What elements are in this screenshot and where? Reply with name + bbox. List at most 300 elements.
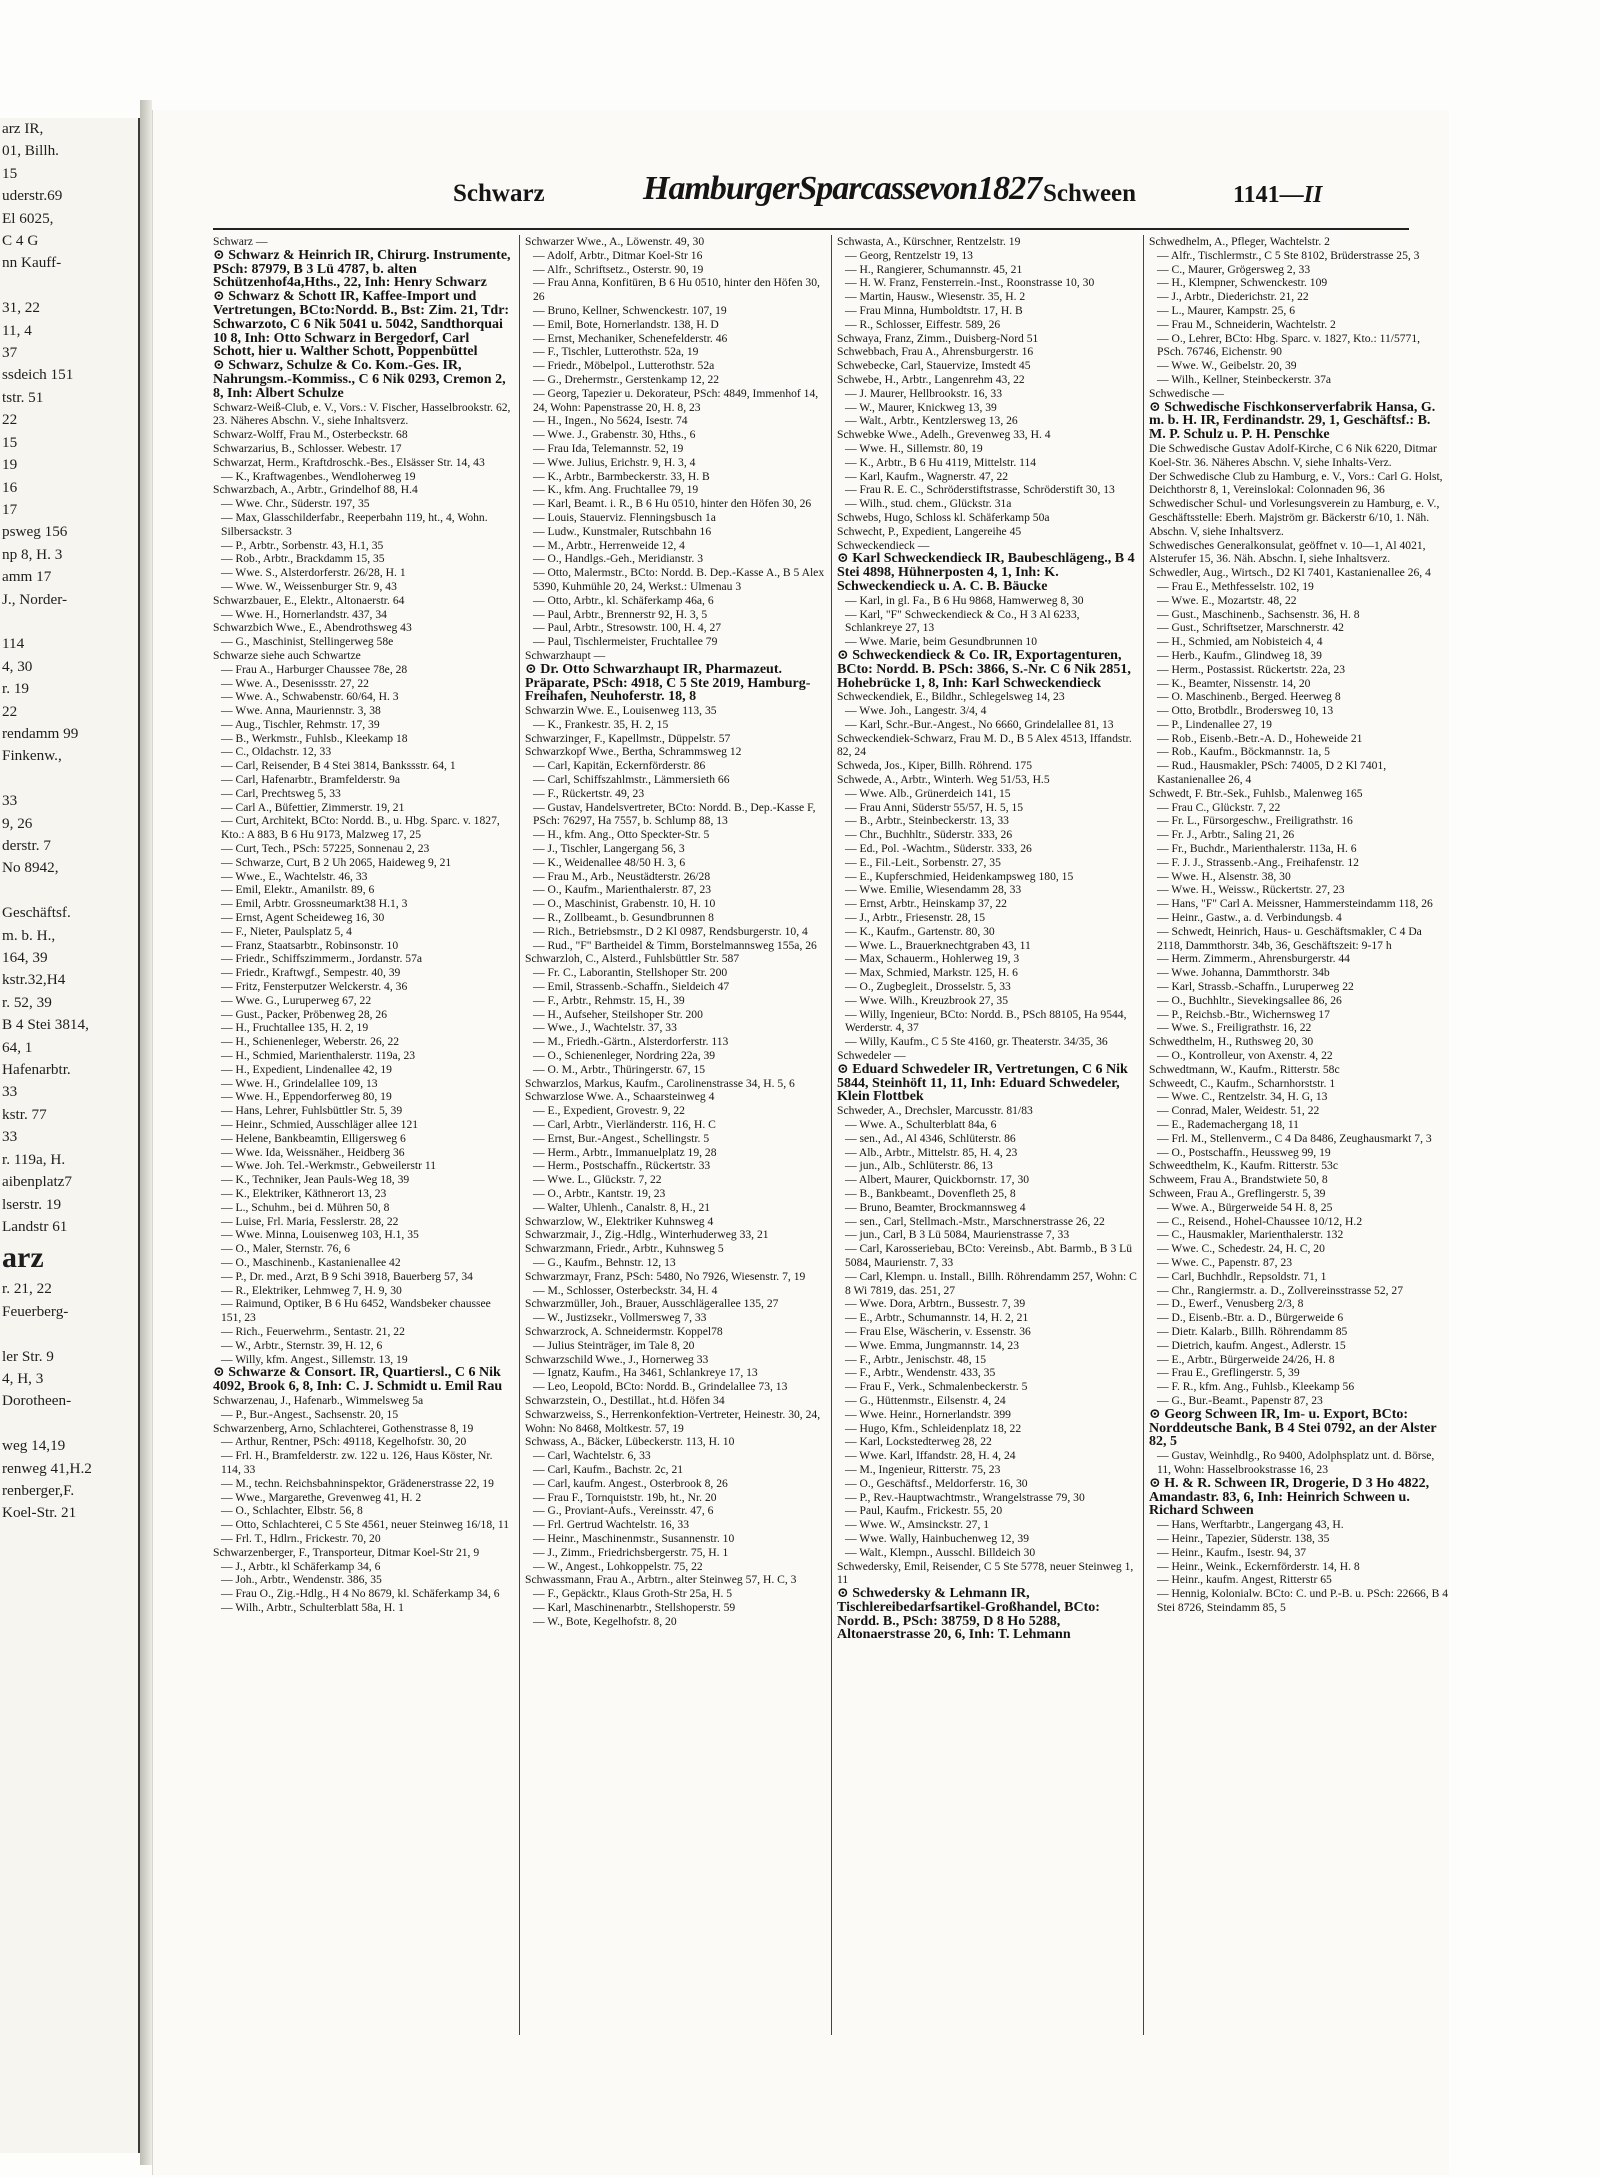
directory-entry: — Carl, Prechtsweg 5, 33: [221, 786, 341, 800]
directory-entry: — K., Weidenallee 48/50 H. 3, 6: [533, 855, 686, 869]
directory-entry: — Frau Anna, Konfitüren, B 6 Hu 0510, hinter den Höfen 30, 26: [533, 276, 820, 304]
directory-entry: Schwarzbich Wwe., E., Abendrothsweg 43: [213, 621, 412, 635]
directory-entry: Schwarz-Wolff, Frau M., Osterbeckstr. 68: [213, 428, 408, 442]
directory-entry: — F., Tischler, Lutterothstr. 52a, 19: [533, 345, 699, 359]
directory-entry: — J., Arbtr., kl Schäferkamp 34, 6: [221, 1559, 381, 1573]
directory-entry: — G., Proviant-Aufs., Vereinsstr. 47, 6: [533, 1504, 714, 1518]
directory-entry: — F., Arbtr., Jenischstr. 48, 15: [845, 1352, 987, 1366]
directory-entry: — O. M., Arbtr., Thüringerstr. 67, 15: [533, 1062, 706, 1076]
directory-entry: — Alfr., Tischlermstr., C 5 Ste 8102, Brüderstrasse 25, 3: [1157, 248, 1420, 262]
directory-entry: — Wwe. H., Grindelallee 109, 13: [221, 1076, 378, 1090]
directory-entry: Schwede, A., Arbtr., Winterh. Weg 51/53, H.5: [837, 773, 1050, 787]
directory-entry: — Wwe. L., Brauerknechtgraben 43, 11: [845, 938, 1031, 952]
directory-entry: — Ed., Pol. -Wachtm., Süderstr. 333, 26: [845, 842, 1032, 856]
directory-entry: — K., Beamter, Nissenstr. 14, 20: [1157, 676, 1311, 690]
directory-entry: ⊙ Eduard Schwedeler IR, Vertretungen, C 6 Nik 5844, Steinhöft 11, 11, Inh: Eduard Schwedeler, Klein Flottbek: [837, 1061, 1128, 1105]
directory-entry: — Carl, Kaufm., Bachstr. 2c, 21: [533, 1462, 684, 1476]
directory-entry: — H., Rangierer, Schumannstr. 45, 21: [845, 262, 1023, 276]
directory-entry: — W., Justizsekr., Vollmersweg 7, 33: [533, 1311, 707, 1325]
directory-entry: — Rud., "F" Bartheidel & Timm, Borstelmannsweg 155a, 26: [533, 938, 817, 952]
left-page-line: m. b. H.,: [2, 926, 56, 944]
directory-entry: — Frau A., Harburger Chaussee 78e, 28: [221, 662, 408, 676]
left-page-line: np 8, H. 3: [2, 545, 63, 563]
directory-entry: — Curt, Tech., PSch: 57225, Sonnenau 2, 23: [221, 842, 430, 856]
left-page-line: [0, 1413, 138, 1435]
left-page-line: 16: [2, 478, 18, 496]
directory-entry: — Otto, Brotbdlr., Brodersweg 10, 13: [1157, 704, 1334, 718]
left-page-line: 4, 30: [2, 657, 33, 675]
directory-entry: — Bruno, Beamter, Brockmannsweg 4: [845, 1200, 1026, 1214]
directory-entry: Schwedler, Aug., Wirtsch., D2 Kl 7401, Kastanienallee 26, 4: [1149, 566, 1431, 580]
directory-entry: — L., Schuhm., bei d. Mühren 50, 8: [221, 1200, 390, 1214]
directory-entry: — Herm., Arbtr., Immanuelplatz 19, 28: [533, 1145, 717, 1159]
directory-entry: — Hans, Werftarbtr., Langergang 43, H.: [1157, 1518, 1344, 1532]
directory-entry: Schwedische —: [1149, 386, 1225, 400]
directory-entry: — Wwe. Julius, Erichstr. 9, H. 3, 4: [533, 455, 696, 469]
directory-entry: — B., Arbtr., Steinbeckerstr. 13, 33: [845, 814, 1009, 828]
directory-entry: — Wwe. W., Amsinckstr. 27, 1: [845, 1518, 990, 1532]
directory-entry: — K., Techniker, Jean Pauls-Weg 18, 39: [221, 1173, 410, 1187]
directory-entry: Schweckendiek, E., Bildhr., Schlegelsweg 14, 23: [837, 690, 1065, 704]
directory-entry: — O., Maschinist, Grabenstr. 10, H. 10: [533, 897, 716, 911]
directory-entry: Schwarzmayr, Franz, PSch: 5480, No 7926, Wiesenstr. 7, 19: [525, 1269, 806, 1283]
directory-entry: — Max, Glasschilderfabr., Reeperbahn 119, ht., 4, Wohn. Silbersackstr. 3: [221, 510, 488, 538]
directory-entry: Schwarzloh, C., Alsterd., Fuhlsbüttler Str. 587: [525, 952, 740, 966]
directory-entry: — Franz, Staatsarbtr., Robinsonstr. 10: [221, 938, 399, 952]
directory-entry: — O., Kaufm., Marienthalerstr. 87, 23: [533, 883, 712, 897]
directory-entry: — Hans, "F" Carl A. Meissner, Hammersteindamm 118, 26: [1157, 897, 1433, 911]
directory-entry: — Wwe. Ida, Weissnäher., Heidberg 36: [221, 1145, 405, 1159]
left-page-line: lserstr. 19: [2, 1195, 62, 1213]
directory-entry: — W., Arbtr., Sternstr. 39, H. 12, 6: [221, 1338, 383, 1352]
directory-entry: Schwarzenberg, Arno, Schlachterei, Gothenstrasse 8, 19: [213, 1421, 474, 1435]
directory-entry: — Carl, Reisender, B 4 Stei 3814, Bankssstr. 64, 1: [221, 759, 456, 773]
directory-entry: — Carl, Karosseriebau, BCto: Vereinsb., Abt. Barmb., B 3 Lü 5084, Maurienstr. 7, 33: [845, 1242, 1133, 1269]
directory-entry: — Karl, Strassb.-Schaffn., Luruperweg 22: [1157, 980, 1354, 994]
directory-entry: — O., Geschäftsf., Meldorferstr. 16, 30: [845, 1476, 1028, 1490]
page-number: 1141—II: [1233, 182, 1323, 208]
directory-entry: — Georg, Tapezier u. Dekorateur, PSch: 4849, Immenhof 14, 24, Wohn: Papenstrasse 20, H. 8, 23: [533, 386, 819, 414]
directory-entry: Schwarzmüller, Joh., Brauer, Ausschlägerallee 135, 27: [525, 1297, 779, 1311]
left-page-line: 22: [2, 411, 18, 429]
directory-entry: — M., Schlosser, Osterbeckstr. 34, H. 4: [533, 1283, 718, 1297]
directory-entry: Schwarzlow, W., Elektriker Kuhnsweg 4: [525, 1214, 714, 1228]
column-4: [1149, 235, 1449, 2035]
directory-entry: — H., Schienenleger, Weberstr. 26, 22: [221, 1035, 400, 1049]
left-page-line: [0, 1323, 138, 1345]
directory-entry: — Herm., Postschaffn., Rückertstr. 33: [533, 1159, 711, 1173]
directory-entry: — Julius Steinträger, im Tale 8, 20: [533, 1338, 695, 1352]
directory-entry: ⊙ Schwarze & Consort. IR, Quartiersl., C 6 Nik 4092, Brook 6, 8, Inh: C. J. Schmidt u. Emil Rau: [213, 1365, 503, 1395]
left-page-line: kstr. 77: [2, 1105, 47, 1123]
directory-entry: — O., Kontrolleur, von Axenstr. 4, 22: [1157, 1049, 1333, 1063]
left-page-line: 19: [2, 456, 18, 474]
directory-entry: — M., Arbtr., Herrenweide 12, 4: [533, 538, 685, 552]
directory-entry: Schwarzin Wwe. E., Louisenweg 113, 35: [525, 704, 717, 718]
directory-entry: — Albert, Maurer, Quickbornstr. 17, 30: [845, 1173, 1030, 1187]
directory-entry: — Hugo, Kfm., Schleidenplatz 18, 22: [845, 1421, 1022, 1435]
directory-entry: — Herb., Kaufm., Glindweg 18, 39: [1157, 648, 1322, 662]
directory-entry: — F., Nieter, Paulsplatz 5, 4: [221, 924, 352, 938]
directory-entry: — Karl, in gl. Fa., B 6 Hu 9868, Hamwerweg 8, 30: [845, 593, 1084, 607]
directory-entry: — Wwe. S., Alsterdorferstr. 26/28, H. 1: [221, 566, 406, 580]
directory-entry: — M., techn. Reichsbahninspektor, Grädenerstrasse 22, 19: [221, 1476, 494, 1490]
directory-entry: Schwebs, Hugo, Schloss kl. Schäferkamp 50a: [837, 510, 1050, 524]
directory-entry: — K., Elektriker, Käthnerort 13, 23: [221, 1186, 387, 1200]
directory-entry: — Martin, Hausw., Wiesenstr. 35, H. 2: [845, 290, 1026, 304]
directory-entry: — P., Bur.-Angest., Sachsenstr. 20, 15: [221, 1407, 399, 1421]
left-page-line: aibenplatz7: [2, 1173, 72, 1191]
directory-entry: — Wwe. E., Mozartstr. 48, 22: [1157, 593, 1297, 607]
directory-entry: — Chr., Buchhltr., Süderstr. 333, 26: [845, 828, 1013, 842]
directory-entry: — Ludw., Kunstmaler, Rutschbahn 16: [533, 524, 712, 538]
directory-entry: — Wwe. Wally, Hainbuchenweg 12, 39: [845, 1531, 1029, 1545]
directory-entry: — O., Maler, Sternstr. 76, 6: [221, 1242, 350, 1256]
directory-entry: — H. W. Franz, Fensterrein.-Inst., Roonstrasse 10, 30: [845, 276, 1095, 290]
directory-entry: — Frau M., Schneiderin, Wachtelstr. 2: [1157, 317, 1336, 331]
directory-entry: — Wwe. H., Hornerlandstr. 437, 34: [221, 607, 387, 621]
directory-entry: — Wwe. A., Bürgerweide 54 H. 8, 25: [1157, 1200, 1333, 1214]
directory-entry: ⊙ Georg Schween IR, Im- u. Export, BCto: Norddeutsche Bank, B 4 Stei 0792, an der Alster 82, 5: [1149, 1406, 1437, 1450]
directory-entry: — C., Maurer, Grögersweg 2, 33: [1157, 262, 1311, 276]
left-page-line: weg 14,19: [2, 1437, 66, 1455]
left-page-line: Finkenw.,: [2, 747, 62, 765]
directory-entry: Schwarzat, Herm., Kraftdroschk.-Bes., Elsässer Str. 14, 43: [213, 455, 485, 469]
directory-entry: — O., Buchhltr., Sievekingsallee 86, 26: [1157, 993, 1342, 1007]
directory-entry: Schwassmann, Frau A., Arbtrn., alter Steinweg 57, H. C, 3: [525, 1573, 797, 1587]
directory-entry: — Wwe. H., Sillemstr. 80, 19: [845, 441, 983, 455]
directory-entry: — Rob., Arbtr., Brackdamm 15, 35: [221, 552, 385, 566]
directory-entry: — H., Fruchtallee 135, H. 2, 19: [221, 1021, 369, 1035]
directory-entry: — B., Bankbeamt., Dovenfleth 25, 8: [845, 1186, 1016, 1200]
left-page-line: rendamm 99: [2, 724, 79, 742]
left-page-line: r. 119a, H.: [2, 1150, 66, 1168]
directory-entry: — F., Rückertstr. 49, 23: [533, 786, 645, 800]
directory-entry: — F., Gepäcktr., Klaus Groth-Str 25a, H. 5: [533, 1587, 733, 1601]
directory-entry: — H., Klempner, Schwenckestr. 109: [1157, 276, 1328, 290]
directory-entry: — Carl, Schiffszahlmstr., Lämmersieth 66: [533, 773, 730, 787]
column-1: [213, 235, 513, 2035]
directory-entry: — Wwe. Anna, Mauriennstr. 3, 38: [221, 704, 381, 718]
directory-entry: — Otto, Arbtr., kl. Schäferkamp 46a, 6: [533, 593, 714, 607]
directory-entry: — Walt., Klempn., Ausschl. Billdeich 30: [845, 1545, 1036, 1559]
directory-entry: Schwarzer Wwe., A., Löwenstr. 49, 30: [525, 235, 705, 248]
directory-entry: Schwarzkopf Wwe., Bertha, Schrammsweg 12: [525, 745, 742, 759]
directory-entry: — Ignatz, Kaufm., Ha 3461, Schlankreye 17, 13: [533, 1366, 758, 1380]
directory-entry: — Rich., Feuerwehrm., Sentastr. 21, 22: [221, 1324, 405, 1338]
left-page-line: uderstr.69: [2, 187, 63, 205]
directory-entry: — Fr. J., Arbtr., Saling 21, 26: [1157, 828, 1295, 842]
left-page-line: r. 52, 39: [2, 993, 52, 1011]
directory-entry: — Wilh., stud. chem., Glückstr. 31a: [845, 497, 1012, 511]
left-page-line: 15: [2, 433, 18, 451]
directory-entry: — Friedr., Schiffszimmerm., Jordanstr. 57a: [221, 952, 423, 966]
directory-entry: — Karl, "F" Schweckendieck & Co., H 3 Al 6233, Schlankreye 27, 13: [845, 607, 1080, 635]
directory-entry: — R., Zollbeamt., b. Gesundbrunnen 8: [533, 911, 714, 925]
directory-entry: — Karl, Kaufm., Wagnerstr. 47, 22: [845, 469, 1009, 483]
directory-entry: — K., Kraftwagenbes., Wendloherweg 19: [221, 469, 416, 483]
directory-entry: — P., Arbtr., Sorbenstr. 43, H.1, 35: [221, 538, 384, 552]
directory-entry: — Gust., Packer, Pröbenweg 28, 26: [221, 1007, 388, 1021]
directory-entry: — Heinr., Gastw., a. d. Verbindungsb. 4: [1157, 911, 1342, 925]
left-page-line: 33: [2, 1083, 18, 1101]
directory-entry: — Heinr., Maschinenmstr., Susannenstr. 10: [533, 1531, 735, 1545]
directory-entry: — H., Aufseher, Steilshoper Str. 200: [533, 1007, 703, 1021]
directory-entry: — sen., Carl, Stellmach.-Mstr., Marschnerstrasse 26, 22: [845, 1214, 1105, 1228]
directory-entry: Schween, Frau A., Greflingerstr. 5, 39: [1149, 1186, 1326, 1200]
directory-entry: — Paul, Tischlermeister, Fruchtallee 79: [533, 635, 718, 649]
directory-entry: ⊙ Schwarz & Schott IR, Kaffee-Import und Vertretungen, BCto:Nordd. B., Bst: Zim. 21, Tdr: Schwarzoto, C 6 Nik 5041 u. 5042, Sandthorquai 10 8, Inh: Otto Schwarz in Bergedorf, Carl Schott, hier u. Walther Schott, Poppenbüttel: [213, 289, 510, 360]
directory-entry: — Frl. T., Hdlrn., Frickestr. 70, 20: [221, 1531, 381, 1545]
directory-entry: Schwarzbach, A., Arbtr., Grindelhof 88, H.4: [213, 483, 418, 497]
left-page-line: 15: [2, 164, 18, 182]
header-right-keyword: Schween: [1043, 180, 1137, 207]
directory-entry: — Carl, Hafenarbtr., Bramfelderstr. 9a: [221, 773, 400, 787]
directory-entry: ⊙ Schwarz & Heinrich IR, Chirurg. Instrumente, PSch: 87979, B 3 Lü 4787, b. alten Schützenhof4a,Hths., 22, Inh: Henry Schwarz: [213, 247, 511, 291]
directory-entry: — H., kfm. Ang., Otto Speckter-Str. 5: [533, 828, 710, 842]
directory-entry: — Frau Else, Wäscherin, v. Essenstr. 36: [845, 1324, 1031, 1338]
directory-entry: — Alfr., Schriftsetz., Osterstr. 90, 19: [533, 262, 704, 276]
directory-entry: — Leo, Leopold, BCto: Nordd. B., Grindelallee 73, 13: [533, 1380, 788, 1394]
directory-entry: — Joh., Arbtr., Wendenstr. 386, 35: [221, 1573, 382, 1587]
directory-entry: Schwarzlose Wwe. A., Schaarsteinweg 4: [525, 1090, 715, 1104]
directory-entry: — K., Arbtr., Barmbeckerstr. 33, H. B: [533, 469, 710, 483]
left-page-line: 64, 1: [2, 1038, 33, 1056]
directory-entry: — Wwe. Emilie, Wiesendamm 28, 33: [845, 883, 1022, 897]
directory-entry: — G., Hüttenmstr., Eilsenstr. 4, 24: [845, 1393, 1006, 1407]
directory-entry: — Chr., Rangiermstr. a. D., Zollvereinsstrasse 52, 27: [1157, 1283, 1404, 1297]
directory-entry: — Emil, Arbtr. Grossneumarkt38 H.1, 3: [221, 897, 408, 911]
directory-entry: — Karl, Maschinenarbtr., Stellshoperstr. 59: [533, 1600, 736, 1614]
directory-entry: — Frau F., Tornquiststr. 19b, ht., Nr. 20: [533, 1490, 717, 1504]
directory-entry: — G., Bur.-Beamt., Papenstr 87, 23: [1157, 1393, 1323, 1407]
directory-entry: — Frau O., Zig.-Hdlg., H 4 No 8679, kl. Schäferkamp 34, 6: [221, 1587, 500, 1601]
directory-entry: — Wwe. W., Weissenburger Str. 9, 43: [221, 579, 397, 593]
directory-entry: — Frau E., Methfesselstr. 102, 19: [1157, 579, 1314, 593]
left-page-line: psweg 156: [2, 523, 68, 541]
left-page-line: [0, 275, 138, 297]
directory-entry: ⊙ Schweckendieck & Co. IR, Exportagenturen, BCto: Nordd. B. PSch: 3866, S.-Nr. C 6 Nik 2851, Hohebrücke 1, 8, Inh: Karl Schweckendieck: [837, 647, 1131, 691]
directory-entry: — Wwe. A., Schulterblatt 84a, 6: [845, 1118, 997, 1131]
left-page-line: 01, Billh.: [2, 142, 59, 160]
directory-entry: Schwecht, P., Expedient, Langereihe 45: [837, 524, 1022, 538]
directory-entry: Schwasta, A., Kürschner, Rentzelstr. 19: [837, 235, 1021, 248]
column-divider: [519, 235, 520, 2035]
directory-entry: ⊙ Schwarz, Schulze & Co. Kom.-Ges. IR, Nahrungsm.-Kommiss., C 6 Nik 0293, Cremon 2, 8, Inh: Albert Schulze: [213, 358, 506, 401]
directory-entry: — Emil, Strassenb.-Schaffn., Sieldeich 47: [533, 980, 730, 994]
directory-entry: — Frau M., Arb., Neustädterstr. 26/28: [533, 869, 711, 883]
directory-entry: — Rob., Kaufm., Böckmannstr. 1a, 5: [1157, 745, 1330, 759]
directory-entry: — R., Elektriker, Lehmweg 7, H. 9, 30: [221, 1283, 402, 1297]
directory-entry: — Paul, Kaufm., Frickestr. 55, 20: [845, 1504, 1003, 1518]
directory-entry: — H., Schmied, Marienthalerstr. 119a, 23: [221, 1049, 416, 1063]
directory-entry: — Rud., Hausmakler, PSch: 74005, D 2 Kl 7401, Kastanienallee 26, 4: [1157, 759, 1387, 787]
directory-entry: — Otto, Schlachterei, C 5 Ste 4561, neuer Steinweg 16/18, 11: [221, 1518, 510, 1532]
left-page-line: Landstr 61: [2, 1217, 68, 1235]
directory-entry: — Wwe. Dora, Arbtrn., Bussestr. 7, 39: [845, 1297, 1026, 1311]
directory-entry: — Helene, Bankbeamtin, Elligersweg 6: [221, 1131, 406, 1145]
directory-entry: — Wwe. Emma, Jungmannstr. 14, 23: [845, 1338, 1019, 1352]
directory-entry: — Willy, kfm. Angest., Sillemstr. 13, 19: [221, 1352, 408, 1366]
directory-entry: Schwedtmann, W., Kaufm., Ritterstr. 58c: [1149, 1062, 1340, 1076]
directory-entry: — E., Rademachergang 18, 11: [1157, 1118, 1299, 1131]
directory-entry: — C., Oldachstr. 12, 33: [221, 745, 332, 759]
directory-entry: Schwarzenau, J., Hafenarb., Wimmelsweg 5a: [213, 1393, 424, 1407]
directory-entry: — Wwe. H., Eppendorferweg 80, 19: [221, 1090, 392, 1104]
directory-entry: — Wilh., Arbtr., Schulterblatt 58a, H. 1: [221, 1600, 404, 1614]
directory-entry: — P., Reichsb.-Btr., Wichernsweg 17: [1157, 1007, 1330, 1021]
column-divider: [1143, 235, 1144, 2035]
left-page-line: amm 17: [2, 568, 52, 586]
directory-entry: — E., Fil.-Leit., Sorbenstr. 27, 35: [845, 855, 1001, 869]
left-page-line: 9, 26: [2, 814, 33, 832]
directory-entry: — Wwe. Joh., Langestr. 3/4, 4: [845, 704, 987, 718]
directory-entry: Schwarzbauer, E., Elektr., Altonaerstr. 64: [213, 593, 405, 607]
directory-entry: — Carl, kaufm. Angest., Osterbrook 8, 26: [533, 1476, 728, 1490]
directory-entry: — K., Kaufm., Gartenstr. 80, 30: [845, 924, 995, 938]
directory-entry: — Wwe. Minna, Louisenweg 103, H.1, 35: [221, 1228, 419, 1242]
directory-entry: — Heinr., Weink., Eckernförderstr. 14, H. 8: [1157, 1559, 1360, 1573]
directory-entry: — Frau Anni, Süderstr 55/57, H. 5, 15: [845, 800, 1024, 814]
directory-entry: — J. Maurer, Hellbrookstr. 16, 33: [845, 386, 1002, 400]
directory-entry: Schwedersky, Emil, Reisender, C 5 Ste 5778, neuer Steinweg 1, 11: [837, 1559, 1134, 1587]
directory-entry: Schwedthelm, H., Ruthsweg 20, 30: [1149, 1035, 1314, 1049]
directory-entry: — Heinr., Tapezier, Süderstr. 138, 35: [1157, 1531, 1330, 1545]
directory-entry: Schwedhelm, A., Pfleger, Wachtelstr. 2: [1149, 235, 1330, 248]
directory-entry: — F. J. J., Strassenb.-Ang., Freihafenstr. 12: [1157, 855, 1359, 869]
directory-entry: Schwarz —: [213, 235, 268, 248]
directory-entry: Schweem, Frau A., Brandstwiete 50, 8: [1149, 1173, 1328, 1187]
directory-entry: — B., Werkmstr., Fuhlsb., Kleekamp 18: [221, 731, 408, 745]
directory-entry: — Karl, Schr.-Bur.-Angest., No 6660, Grindelallee 81, 13: [845, 717, 1114, 731]
left-page-line: kstr.32,H4: [2, 971, 66, 989]
left-page-line: 4, H, 3: [2, 1369, 44, 1387]
column-divider: [831, 235, 832, 2035]
directory-entry: ⊙ Schwedersky & Lehmann IR, Tischlereibedarfsartikel-Großhandel, BCto: Nordd. B., PSch: 38759, D 8 Ho 5288, Altonaerstrasse 20, 6, Inh: T. Lehmann: [837, 1586, 1100, 1643]
left-page-line: Hafenarbtr.: [2, 1061, 71, 1079]
directory-entry: — Alb., Arbtr., Mittelstr. 85, H. 4, 23: [845, 1145, 1018, 1159]
directory-entry: — Frau E., Greflingerstr. 5, 39: [1157, 1366, 1300, 1380]
directory-entry: Schwass, A., Bäcker, Lübeckerstr. 113, H. 10: [525, 1435, 735, 1449]
directory-entry: — Gustav, Handelsvertreter, BCto: Nordd. B., Dep.-Kasse F, PSch: 76297, Ha 7557, b. Schlump 88, 13: [533, 800, 816, 828]
directory-entry: — O., Handlgs.-Geh., Meridianstr. 3: [533, 552, 704, 566]
directory-entry: Schwebe, H., Arbtr., Langenrehm 43, 22: [837, 372, 1025, 386]
directory-entry: — Fritz, Fensterputzer Welckerstr. 4, 36: [221, 980, 408, 994]
directory-entry: — jun., Carl, B 3 Lü 5084, Maurienstrasse 7, 33: [845, 1228, 1070, 1242]
directory-entry: — Wwe. S., Freiligrathstr. 16, 22: [1157, 1021, 1312, 1035]
directory-entry: — Wwe. H., Alsenstr. 38, 30: [1157, 869, 1291, 883]
left-page-line: renberger,F.: [2, 1481, 75, 1499]
directory-entry: — G., Maschinist, Stellingerweg 58e: [221, 635, 394, 649]
directory-entry: — Karl, Lockstedterweg 28, 22: [845, 1435, 992, 1449]
directory-entry: — Raimund, Optiker, B 6 Hu 6452, Wandsbeker chaussee 151, 23: [221, 1297, 491, 1325]
left-page-line: 31, 22: [2, 299, 40, 317]
left-page-line: 17: [2, 500, 18, 518]
directory-entry: — Friedr., Möbelpol., Lutterothstr. 52a: [533, 359, 715, 373]
directory-entry: — C., Reisend., Hohel-Chaussee 10/12, H.2: [1157, 1214, 1363, 1228]
directory-entry: — O., Zugbegleit., Drosselstr. 5, 33: [845, 980, 1011, 994]
directory-entry: — Wwe. C., Papenstr. 87, 23: [1157, 1255, 1293, 1269]
directory-entry: — O. Maschinenb., Berged. Heerweg 8: [1157, 690, 1341, 704]
directory-entry: — Gust., Maschinenb., Sachsenstr. 36, H. 8: [1157, 607, 1360, 621]
directory-entry: — Max, Schmied, Markstr. 125, H. 6: [845, 966, 1018, 980]
directory-entry: — Hans, Lehrer, Fuhlsbüttler Str. 5, 39: [221, 1104, 403, 1118]
directory-entry: — O., Schlachter, Elbstr. 56, 8: [221, 1504, 363, 1518]
directory-entry: — Carl, Kapitän, Eckernförderstr. 86: [533, 759, 706, 773]
left-page-line: 33: [2, 1128, 18, 1146]
directory-entry: — Dietrich, kaufm. Angest., Adlerstr. 15: [1157, 1338, 1346, 1352]
directory-entry: — Herm. Zimmerm., Ahrensburgerstr. 44: [1157, 952, 1350, 966]
left-page-fragment: [0, 118, 140, 2153]
left-page-line: [0, 768, 138, 790]
directory-entry: Die Schwedische Gustav Adolf-Kirche, C 6 Nik 6220, Ditmar Koel-Str. 36. Näheres Abschn. V, siehe Inhalts-Verz.: [1149, 441, 1437, 469]
directory-entry: — Heinr., kaufm. Angest, Ritterstr 65: [1157, 1573, 1332, 1587]
directory-entry: — J., Arbtr., Diederichstr. 21, 22: [1157, 290, 1309, 304]
left-page-line: 11, 4: [2, 321, 32, 339]
directory-entry: — Emil, Elektr., Amanilstr. 89, 6: [221, 883, 375, 897]
directory-entry: — H., Expedient, Lindenallee 42, 19: [221, 1062, 392, 1076]
directory-entry: ⊙ Schwedische Fischkonserverfabrik Hansa, G. m. b. H. IR, Ferdinandstr. 29, 1, Geschäftsf.: B. M. P. Schulz u. P. H. Penschke: [1149, 399, 1436, 443]
directory-entry: — Dietr. Kalarb., Billh. Röhrendamm 85: [1157, 1324, 1348, 1338]
directory-entry: — O., Arbtr., Kantstr. 19, 23: [533, 1186, 666, 1200]
column-2: [525, 235, 825, 2035]
directory-entry: — Frau F., Verk., Schmalenbeckerstr. 5: [845, 1380, 1028, 1394]
directory-entry: — Louis, Stauerviz. Flenningsbusch 1a: [533, 510, 716, 524]
page-header: [153, 170, 1449, 234]
directory-entry: Schweedt, C., Kaufm., Scharnhorststr. 1: [1149, 1076, 1336, 1090]
left-page-line: No 8942,: [2, 859, 59, 877]
directory-entry: — Carl, Klempn. u. Install., Billh. Röhrendamm 257, Wohn: C 8 Wi 7819, das. 251, 27: [845, 1269, 1137, 1297]
directory-entry: — jun., Alb., Schlüterstr. 86, 13: [845, 1159, 993, 1173]
directory-entry: — Schwedt, Heinrich, Haus- u. Geschäftsmakler, C 4 Da 2118, Dammthorstr. 34b, 36, Geschäftszeit: 9-17 h: [1157, 924, 1422, 952]
directory-entry: — Wwe. C., Schedestr. 24, H. C, 20: [1157, 1242, 1325, 1256]
left-page-line: derstr. 7: [2, 837, 51, 854]
directory-entry: — Wwe. Chr., Süderstr. 197, 35: [221, 497, 370, 511]
directory-entry: — Luise, Frl. Maria, Fesslerstr. 28, 22: [221, 1214, 399, 1228]
directory-entry: — Wwe. C., Rentzelstr. 34, H. G, 13: [1157, 1090, 1328, 1104]
directory-entry: — Wwe. J., Grabenstr. 30, Hths., 6: [533, 428, 696, 442]
left-page-line: El 6025,: [2, 209, 54, 227]
directory-entry: Schwarzarius, B., Schlosser. Webestr. 17: [213, 441, 402, 455]
directory-entry: — Otto, Malermstr., BCto: Nordd. B. Dep.-Kasse A., B 5 Alex 5390, Kuhmühle 20, 24, Werkst.: Ulmenau 3: [533, 566, 825, 593]
directory-entry: — Fr. L., Fürsorgeschw., Freiligrathstr. 16: [1157, 814, 1353, 828]
left-page-line: Geschäftsf.: [2, 904, 71, 922]
directory-entry: — L., Maurer, Kampstr. 25, 6: [1157, 303, 1295, 317]
directory-entry: — E., Expedient, Grovestr. 9, 22: [533, 1104, 685, 1118]
directory-entry: — P., Lindenallee 27, 19: [1157, 717, 1272, 731]
left-page-line: [0, 880, 138, 902]
left-page-line: nn Kauff-: [2, 254, 62, 272]
directory-entry: — Wwe. Wilh., Kreuzbrook 27, 35: [845, 993, 1008, 1007]
directory-entry: Schwarzmair, J., Zig.-Hdlg., Winterhuderweg 33, 21: [525, 1228, 769, 1242]
directory-entry: — F. R., kfm. Ang., Fuhlsb., Kleekamp 56: [1157, 1380, 1355, 1394]
header-left-keyword: Schwarz: [453, 180, 545, 207]
directory-entry: Schwaya, Franz, Zimm., Duisberg-Nord 51: [837, 331, 1039, 345]
left-page-line: 164, 39: [2, 949, 48, 967]
directory-entry: — Karl, Beamt. i. R., B 6 Hu 0510, hinter den Höfen 30, 26: [533, 497, 812, 511]
directory-entry: Schwarze siehe auch Schwartze: [213, 648, 361, 662]
directory-entry: — Walt., Arbtr., Kentzlersweg 13, 26: [845, 414, 1018, 428]
directory-entry: Schweckendieck —: [837, 538, 930, 552]
left-page-heading: arz: [2, 1241, 44, 1275]
directory-entry: — Georg, Rentzelstr 19, 13: [845, 248, 973, 262]
directory-entry: Schwarzrock, A. Schneidermstr. Koppel78: [525, 1324, 723, 1338]
directory-entry: — Frau Ida, Telemannstr. 52, 19: [533, 441, 684, 455]
directory-entry: Schwarzweiss, S., Herrenkonfektion-Vertreter, Heinestr. 30, 24, Wohn: No 8468, Moltkestr. 57, 19: [525, 1407, 821, 1435]
left-page-line: r. 19: [2, 680, 30, 698]
directory-entry: Schwedt, F. Btr.-Sek., Fuhlsb., Malenweg 165: [1149, 786, 1363, 800]
directory-entry: Schweder, A., Drechsler, Marcusstr. 81/83: [837, 1104, 1033, 1118]
